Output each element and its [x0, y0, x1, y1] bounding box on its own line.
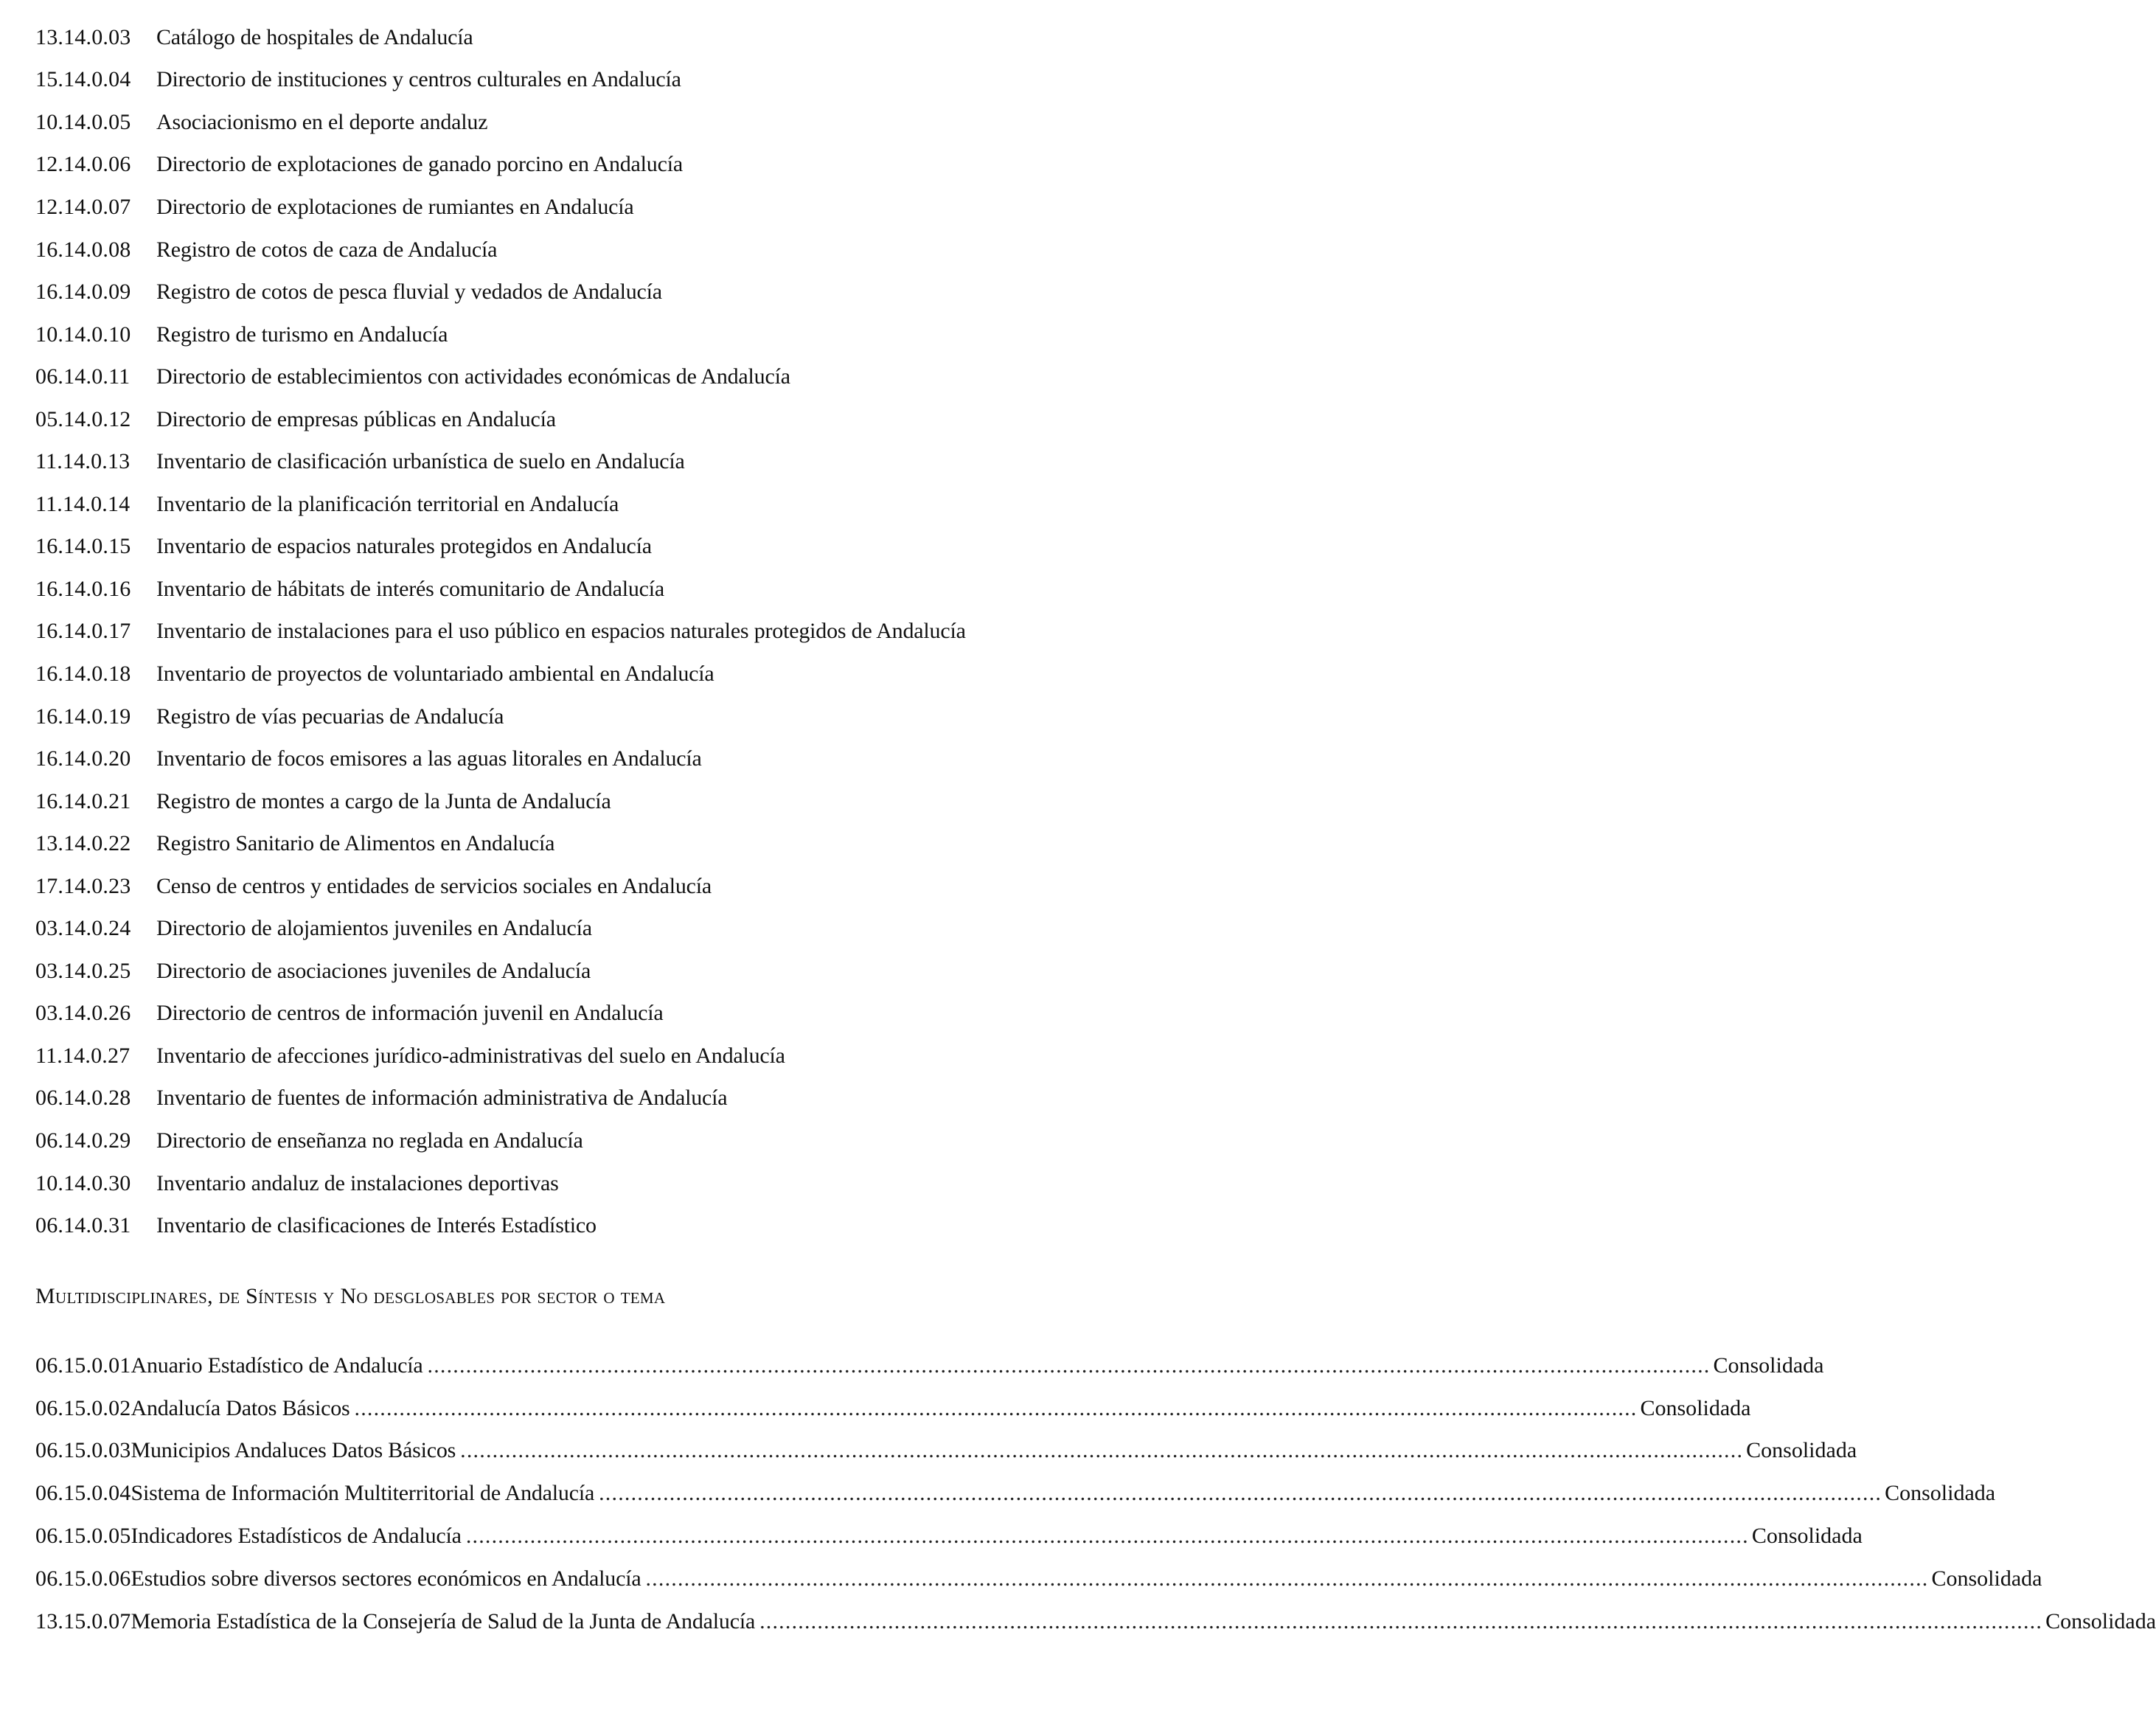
list-item: [35, 440, 1082, 483]
list-item: [35, 1387, 1751, 1430]
entry-title: Inventario de clasificación urbanística de suelo en Andalucía: [156, 449, 685, 474]
entry-code: 10.14.0.05: [35, 109, 131, 134]
entry-title: Anuario Estadístico de Andalucía: [131, 1353, 423, 1378]
list-item: [35, 993, 1082, 1035]
list-item: [35, 1119, 1082, 1162]
entry-code: 16.14.0.19: [35, 704, 131, 729]
entry-title: Censo de centros y entidades de servicios sociales en Andalucía: [156, 873, 712, 898]
entry-title: Inventario andaluz de instalaciones deportivas: [156, 1170, 559, 1195]
list-item: [35, 1344, 1824, 1387]
entry-title: Catálogo de hospitales de Andalucía: [156, 24, 473, 49]
entry-title: Inventario de focos emisores a las aguas litorales en Andalucía: [156, 746, 702, 771]
dot-leader: ........................................................................................................................................................................................................: [759, 1608, 2043, 1634]
entry-code: 16.14.0.15: [35, 534, 131, 559]
entry-code: 06.14.0.28: [35, 1086, 131, 1111]
list-item: [35, 907, 1082, 950]
entry-code: 03.14.0.26: [35, 1001, 131, 1026]
entry-title: Directorio de asociaciones juveniles de Andalucía: [156, 958, 591, 983]
entry-code: 16.14.0.18: [35, 661, 131, 686]
dot-leader: ........................................................................................................................................................................................................: [645, 1566, 1929, 1591]
entry-title: Registro de vías pecuarias de Andalucía: [156, 704, 504, 729]
entry-code: 17.14.0.23: [35, 873, 131, 898]
list-item: [35, 1600, 2156, 1643]
list-item: [35, 229, 1082, 271]
dot-leader: ........................................................................................................................................................................................................: [465, 1524, 1749, 1549]
entry-status: Consolidada: [1751, 1524, 1863, 1549]
entry-title: Registro de montes a cargo de la Junta de Andalucía: [156, 788, 611, 813]
entry-title: Municipios Andaluces Datos Básicos: [131, 1438, 456, 1463]
entry-code: 13.14.0.03: [35, 24, 131, 49]
entry-title: Registro de turismo en Andalucía: [156, 322, 448, 347]
entry-code: 16.14.0.16: [35, 576, 131, 601]
entry-title: Directorio de empresas públicas en Andalucía: [156, 406, 556, 431]
entry-code: 06.14.0.29: [35, 1128, 131, 1153]
entry-title: Registro Sanitario de Alimentos en Andalucía: [156, 831, 555, 856]
entry-code: 06.15.0.05: [35, 1524, 131, 1549]
list-item: [35, 822, 1082, 865]
list-item: [35, 271, 1082, 313]
entry-code: 12.14.0.06: [35, 152, 131, 177]
list-item: [35, 611, 1082, 653]
entry-title: Inventario de espacios naturales protegidos en Andalucía: [156, 534, 652, 559]
entry-title: Inventario de la planificación territorial en Andalucía: [156, 491, 619, 516]
entry-title: Andalucía Datos Básicos: [131, 1395, 350, 1420]
entry-status: Consolidada: [1746, 1438, 1857, 1463]
list-item: [35, 101, 1082, 144]
entry-title: Directorio de centros de información juvenil en Andalucía: [156, 1001, 664, 1026]
entry-code: 10.14.0.10: [35, 322, 131, 347]
entry-code: 03.14.0.25: [35, 958, 131, 983]
list-item: [35, 1515, 1863, 1558]
entry-list: [35, 16, 1082, 1247]
entry-code: 13.14.0.22: [35, 831, 131, 856]
list-item: [35, 780, 1082, 823]
entry-title: Directorio de explotaciones de rumiantes en Andalucía: [156, 194, 634, 219]
entry-code: 06.15.0.01: [35, 1353, 131, 1378]
entry-title: Indicadores Estadísticos de Andalucía: [131, 1524, 462, 1549]
entry-code: 06.15.0.04: [35, 1481, 131, 1506]
list-item: [35, 526, 1082, 569]
entry-title: Sistema de Información Multiterritorial de Andalucía: [131, 1481, 595, 1506]
list-item: [35, 1162, 1082, 1205]
entry-title: Estudios sobre diversos sectores económicos en Andalucía: [131, 1566, 641, 1591]
entry-code: 12.14.0.07: [35, 194, 131, 219]
entry-code: 10.14.0.30: [35, 1170, 131, 1195]
entry-title: Inventario de clasificaciones de Interés Estadístico: [156, 1213, 597, 1238]
entry-title: Directorio de enseñanza no reglada en Andalucía: [156, 1128, 583, 1153]
entry-code: 11.14.0.14: [35, 491, 131, 516]
entry-status: Consolidada: [1713, 1353, 1824, 1378]
list-item: [35, 313, 1082, 356]
entry-title: Directorio de establecimientos con actividades económicas de Andalucía: [156, 364, 790, 389]
entry-code: 15.14.0.04: [35, 67, 131, 92]
entry-code: 06.15.0.02: [35, 1395, 131, 1420]
entry-code: 13.15.0.07: [35, 1608, 131, 1634]
list-item: [35, 483, 1082, 526]
list-item: [35, 950, 1082, 993]
list-item: [35, 1035, 1082, 1077]
list-item: [35, 398, 1082, 441]
entry-code: 16.14.0.20: [35, 746, 131, 771]
entry-title: Inventario de hábitats de interés comunitario de Andalucía: [156, 576, 664, 601]
list-item: [35, 865, 1082, 908]
entry-title: Inventario de instalaciones para el uso público en espacios naturales protegidos de Andalucía: [156, 619, 966, 644]
list-item: [35, 653, 1082, 695]
entry-code: 16.14.0.08: [35, 237, 131, 262]
entry-title: Registro de cotos de caza de Andalucía: [156, 237, 498, 262]
entry-code: 11.14.0.13: [35, 449, 131, 474]
list-item: [35, 16, 1082, 59]
entry-status: Consolidada: [1931, 1566, 2042, 1591]
list-item: [35, 695, 1082, 738]
entry-status: Consolidada: [2045, 1608, 2156, 1634]
section-entry-list: [35, 1344, 2156, 1643]
entry-code: 06.15.0.03: [35, 1438, 131, 1463]
dot-leader: ........................................................................................................................................................................................................: [427, 1353, 1711, 1378]
list-item: [35, 59, 1082, 102]
dot-leader: ........................................................................................................................................................................................................: [460, 1438, 1744, 1463]
entry-title: Memoria Estadística de la Consejería de Salud de la Junta de Andalucía: [131, 1608, 756, 1634]
entry-title: Directorio de alojamientos juveniles en Andalucía: [156, 916, 592, 941]
entry-title: Asociacionismo en el deporte andaluz: [156, 109, 488, 134]
entry-title: Inventario de afecciones jurídico-administrativas del suelo en Andalucía: [156, 1043, 785, 1068]
entry-code: 16.14.0.17: [35, 619, 131, 644]
list-item: [35, 144, 1082, 187]
entry-code: 03.14.0.24: [35, 916, 131, 941]
dot-leader: ........................................................................................................................................................................................................: [354, 1395, 1638, 1420]
entry-title: Registro de cotos de pesca fluvial y vedados de Andalucía: [156, 280, 662, 305]
list-item: [35, 355, 1082, 398]
entry-code: 11.14.0.27: [35, 1043, 131, 1068]
entry-code: 16.14.0.21: [35, 788, 131, 813]
entry-status: Consolidada: [1640, 1395, 1751, 1420]
list-item: [35, 568, 1082, 611]
entry-title: Directorio de explotaciones de ganado porcino en Andalucía: [156, 152, 683, 177]
list-item: [35, 1204, 1082, 1247]
section-heading: Multidisciplinares, de Síntesis y No desglosables por sector o tema: [35, 1284, 666, 1308]
entry-status: Consolidada: [1885, 1481, 1996, 1506]
list-item: [35, 1472, 1996, 1515]
entry-code: 05.14.0.12: [35, 406, 131, 431]
dot-leader: ........................................................................................................................................................................................................: [599, 1481, 1882, 1506]
entry-code: 16.14.0.09: [35, 280, 131, 305]
entry-title: Directorio de instituciones y centros culturales en Andalucía: [156, 67, 681, 92]
entry-title: Inventario de proyectos de voluntariado ambiental en Andalucía: [156, 661, 714, 686]
entry-code: 06.15.0.06: [35, 1566, 131, 1591]
list-item: [35, 1430, 1857, 1473]
entry-code: 06.14.0.31: [35, 1213, 131, 1238]
list-item: [35, 1558, 2042, 1600]
list-item: [35, 186, 1082, 229]
list-item: [35, 737, 1082, 780]
entry-title: Inventario de fuentes de información administrativa de Andalucía: [156, 1086, 728, 1111]
list-item: [35, 1077, 1082, 1120]
entry-code: 06.14.0.11: [35, 364, 131, 389]
